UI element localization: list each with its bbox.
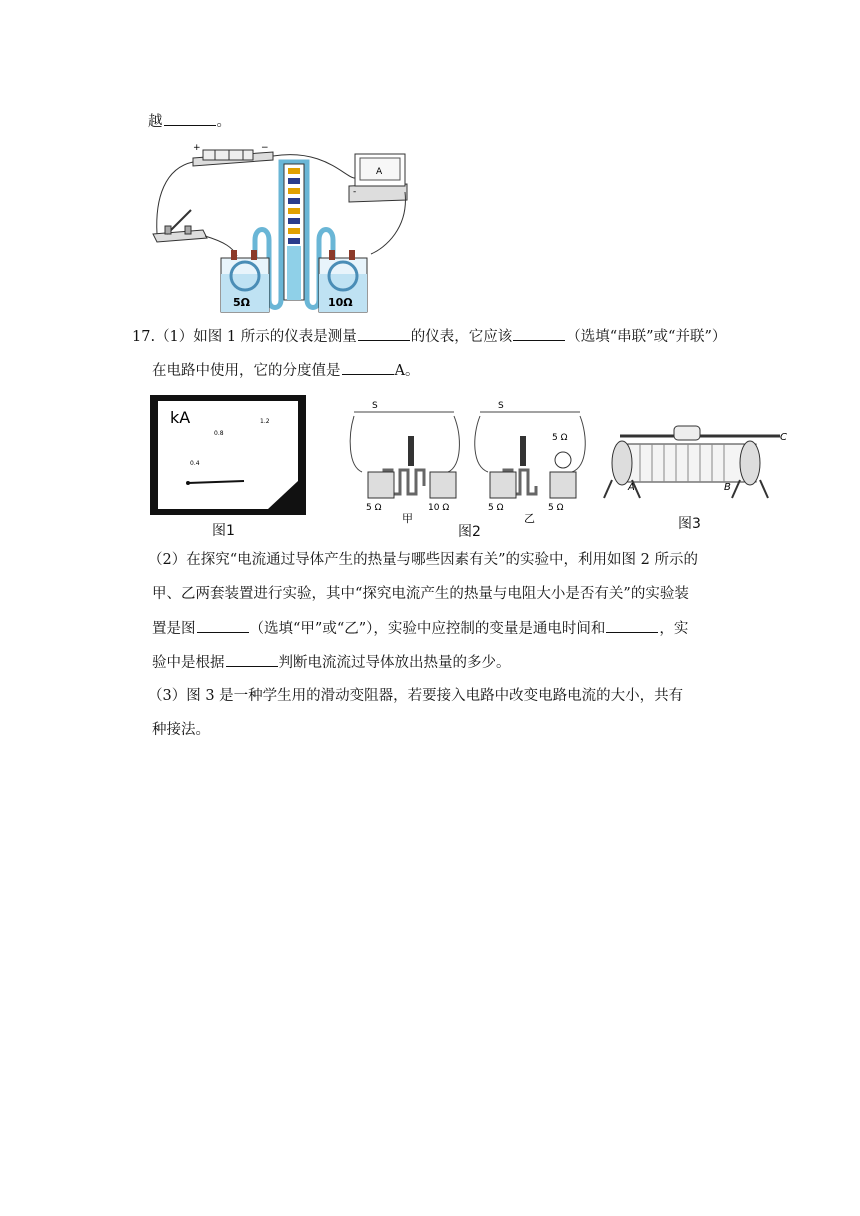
right-container-10-ohm [319,250,367,312]
battery-minus-label: − [261,143,269,153]
joule-heating-circuit-figure [145,138,415,316]
answer-blank [197,618,249,633]
q17-text: A。 [394,363,420,379]
q17-part1-line2 [152,360,419,381]
q16-tail-before: 越 [148,114,163,130]
answer-blank [226,652,278,667]
meter-tick-label: 0.8 [214,430,224,437]
terminal-b-label: B [724,482,731,493]
answer-blank [164,111,216,126]
resistor-label: 5 Ω [366,503,382,513]
q17-part2-line1: （2）在探究“电流通过导体产生的热量与哪些因素有关”的实验中，利用如图 2 所示的 [148,552,698,568]
switch-label: S [498,401,504,411]
terminal-c-label: C [780,432,787,443]
q17-text: （选填“甲”或“乙”），实验中应控制的变量是通电时间和 [249,621,606,637]
q17-part2-line2: 甲、乙两套装置进行实验，其中“探究电流产生的热量与电阻大小是否有关”的实验装 [152,586,689,602]
figure-1-meter [148,393,308,541]
terminal-a-label: A [628,482,635,493]
q17-text: ，实 [659,621,689,637]
answer-blank [513,326,565,341]
q17-text: 的仪表，它应该 [410,329,513,345]
meter-tick-label: 1.2 [260,418,270,425]
setup-jia [350,401,459,525]
answer-blank [606,618,658,633]
resistor-label: 10 Ω [428,503,450,513]
figure-2-setups [344,396,592,541]
ammeter-minus-label: - [353,187,357,197]
q17-text: （选填“串联”或“并联”） [566,329,727,345]
q17-text: （1）如图 1 所示的仪表是测量 [155,329,357,345]
setup-yi-label: 乙 [524,512,535,525]
battery-icon [193,143,273,166]
figure-2-caption: 图2 [458,524,481,540]
switch-label: S [372,401,378,411]
setup-jia-label: 甲 [402,512,413,525]
q17-part2-line4 [152,652,511,673]
left-resistor-label: 5Ω [233,296,251,309]
q17-part3-line2: 种接法。 [152,722,210,738]
resistor-label: 5 Ω [552,433,568,443]
q17-text: 验中是根据 [152,655,225,671]
q16-tail-after: 。 [216,114,231,130]
left-container-5-ohm [221,250,269,312]
figure-3-rheostat [600,420,800,538]
q17-part1-line1 [132,326,726,347]
ammeter-letter: A [376,167,383,177]
answer-blank [342,360,394,375]
q17-part3-line1: （3）图 3 是一种学生用的滑动变阻器，若要接入电路中改变电路电流的大小，共有 [148,688,684,704]
q16-tail-line [148,111,231,132]
q17-text: 判断电流流过导体放出热量的多少。 [278,655,511,671]
meter-unit-label: kA [170,408,191,427]
ammeter-icon [349,154,407,202]
resistor-label: 5 Ω [548,503,564,513]
resistor-label: 5 Ω [488,503,504,513]
q17-text: 在电路中使用，它的分度值是 [152,363,341,379]
answer-blank [358,326,410,341]
right-resistor-label: 10Ω [328,296,353,309]
question-number: 17. [132,329,156,345]
battery-plus-label: + [193,143,201,153]
meter-tick-label: 0.4 [190,460,200,467]
q17-part2-line3 [152,618,688,639]
figure-1-caption: 图1 [212,523,235,539]
switch-icon [153,210,207,242]
figure-3-caption: 图3 [678,516,701,532]
q17-text: 置是图 [152,621,196,637]
setup-yi [475,401,586,525]
